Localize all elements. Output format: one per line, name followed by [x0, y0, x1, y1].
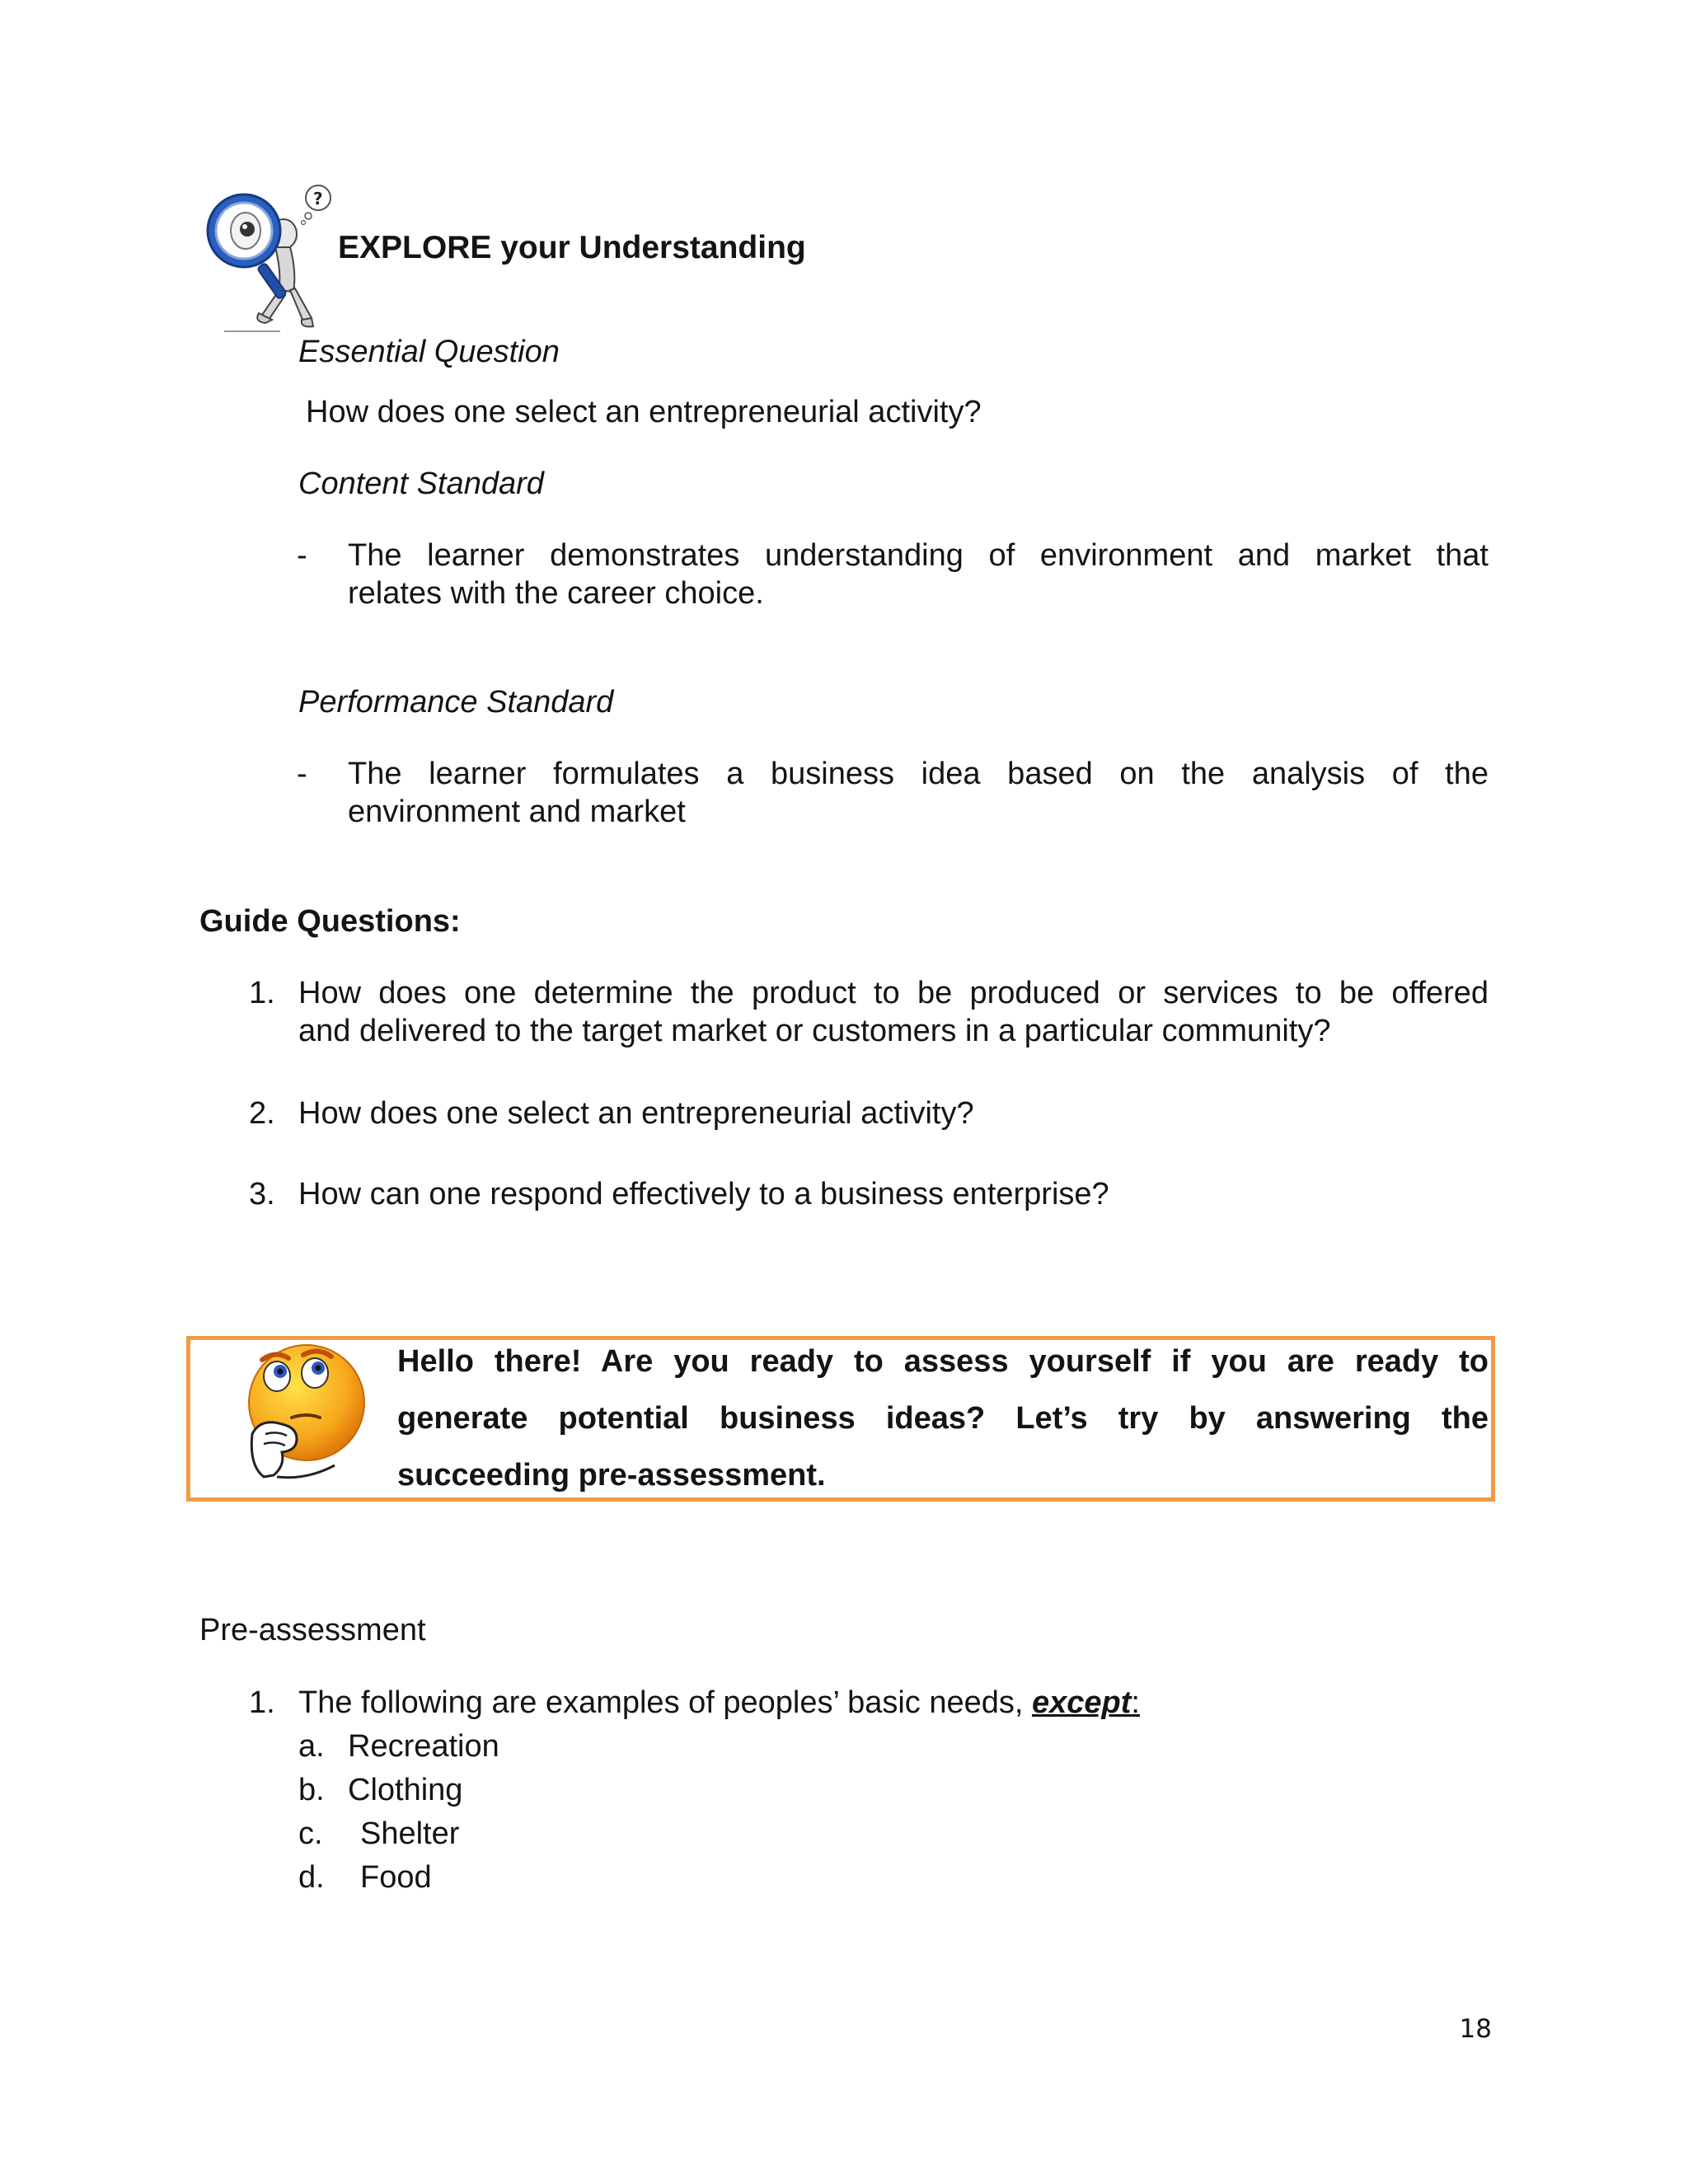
pre-assessment-heading: Pre-assessment — [199, 1613, 426, 1647]
magnifier-character-icon — [204, 183, 346, 333]
performance-standard-text-line2: environment and market — [348, 794, 686, 829]
guide-question-number: 3. — [249, 1177, 275, 1212]
performance-standard-text-line1: The learner formulates a business idea based on the analysis of the — [348, 757, 1489, 791]
question-stem: The following are examples of peoples’ basic needs, — [298, 1685, 1032, 1720]
question-emphasis: except — [1032, 1685, 1132, 1720]
option-letter: a. — [298, 1729, 325, 1764]
content-standard-text-line2: relates with the career choice. — [348, 576, 764, 611]
option-letter: c. — [298, 1816, 323, 1851]
option-text: Clothing — [348, 1773, 463, 1807]
option-text: Recreation — [348, 1729, 499, 1764]
page-title: EXPLORE your Understanding — [338, 230, 806, 265]
question-number: 1. — [249, 1685, 275, 1720]
thinking-face-icon — [227, 1342, 373, 1482]
guide-question-1-line1: How does one determine the product to be produced or services to be offered — [298, 976, 1489, 1010]
guide-question-number: 1. — [249, 976, 275, 1010]
guide-question-2-text: How does one select an entrepreneurial activity? — [298, 1096, 974, 1131]
option-letter: d. — [298, 1860, 325, 1895]
content-standard-text-line1: The learner demonstrates understanding of environment and market that — [348, 538, 1489, 573]
question-colon: : — [1131, 1685, 1140, 1720]
essential-question-heading: Essential Question — [298, 335, 560, 369]
content-standard-heading: Content Standard — [298, 466, 544, 501]
guide-question-3-text: How can one respond effectively to a business enterprise? — [298, 1177, 1109, 1212]
essential-question-text: How does one select an entrepreneurial activity? — [306, 395, 982, 429]
option-letter: b. — [298, 1773, 325, 1807]
option-text: Shelter — [360, 1816, 460, 1851]
page-number: 18 — [1459, 2014, 1492, 2044]
callout-text-line3: succeeding pre-assessment. — [397, 1458, 826, 1493]
question-text — [298, 1684, 1140, 1722]
performance-standard-bullet: - — [297, 757, 307, 791]
content-standard-bullet: - — [297, 538, 307, 573]
guide-questions-heading: Guide Questions: — [199, 904, 461, 939]
option-text: Food — [360, 1860, 432, 1895]
guide-question-number: 2. — [249, 1096, 275, 1131]
callout-text-line2: generate potential business ideas? Let’s try by answering the — [397, 1401, 1489, 1436]
guide-question-1-line2: and delivered to the target market or customers in a particular community? — [298, 1014, 1331, 1048]
performance-standard-heading: Performance Standard — [298, 685, 614, 719]
svg-text:?: ? — [313, 189, 323, 209]
callout-text-line1: Hello there! Are you ready to assess yourself if you are ready to — [397, 1344, 1489, 1379]
